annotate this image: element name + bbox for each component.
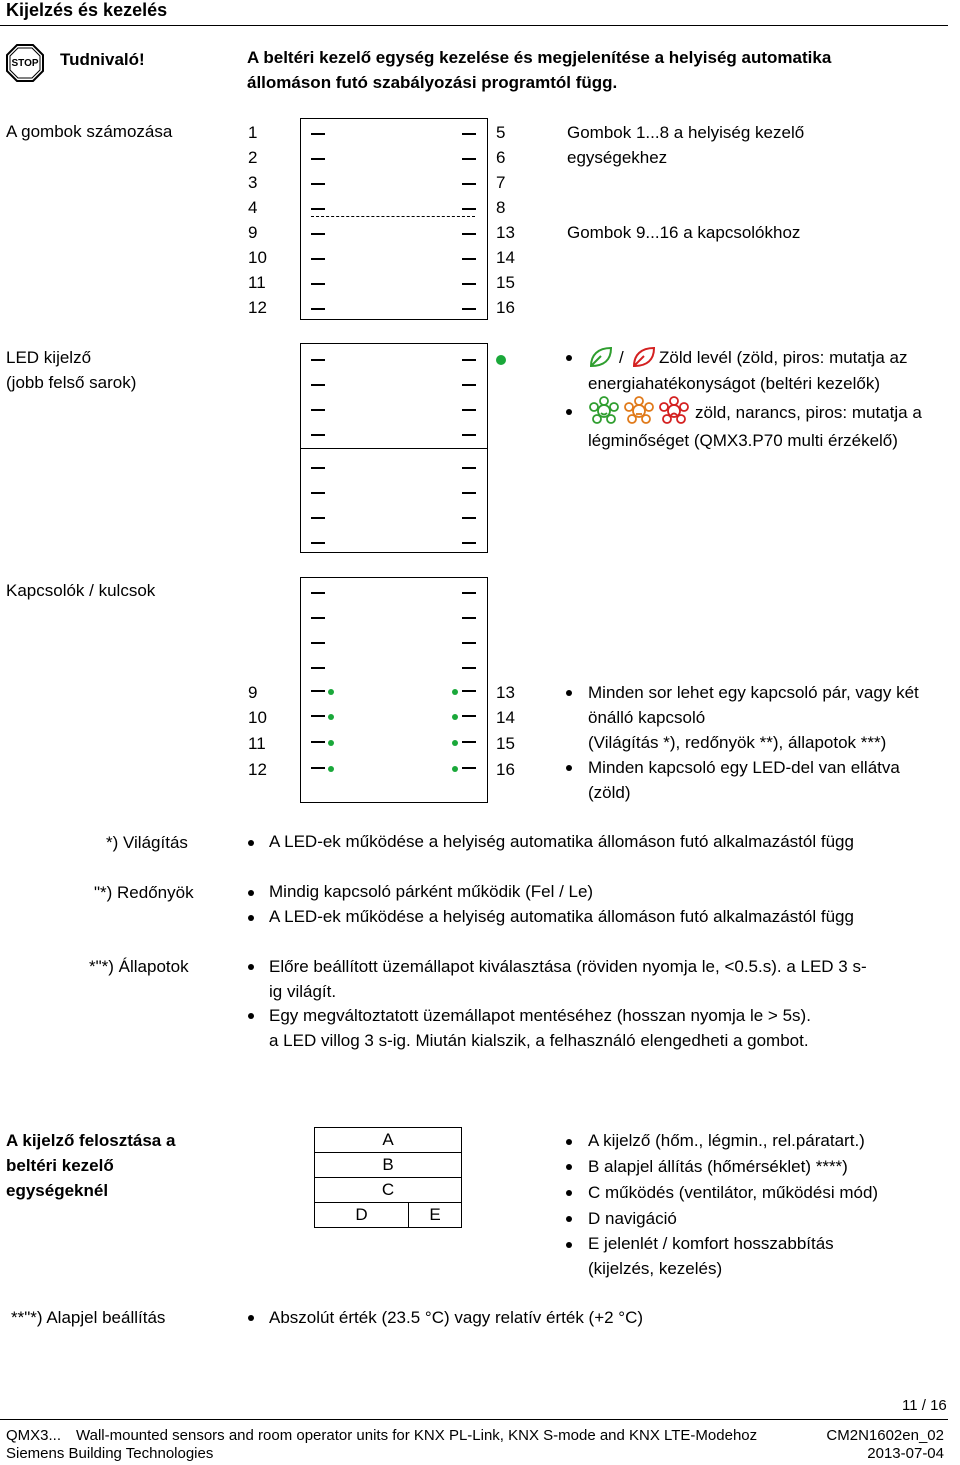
switches-bullet2-line1: Minden kapcsoló egy LED-del van ellátva — [588, 758, 900, 777]
bullet — [248, 964, 254, 970]
led-item2-line1: zöld, narancs, piros: mutatja a — [695, 403, 922, 422]
button-number: 15 — [496, 273, 515, 292]
red-flower-icon — [658, 395, 690, 427]
display-item-d: D navigáció — [588, 1209, 677, 1228]
header-divider — [0, 25, 948, 26]
button-number: 2 — [248, 148, 258, 167]
switch-number: 12 — [248, 760, 267, 779]
bullet — [566, 409, 572, 415]
display-item-c: C működés (ventilátor, működési mód) — [588, 1183, 879, 1202]
numbering-note1-line2: egységekhez — [567, 148, 668, 167]
led-item1-line1: Zöld levél (zöld, piros: mutatja az — [659, 348, 908, 367]
states-text1-line2: ig világít. — [269, 982, 337, 1001]
led-item2-line2: légminőséget (QMX3.P70 multi érzékelő) — [588, 431, 898, 450]
lighting-text: A LED-ek működése a helyiség automatika állomáson futó alkalmazástól függ — [269, 832, 854, 851]
bullet — [248, 840, 254, 846]
numbering-note1-line1: Gombok 1...8 a helyiség kezelő — [567, 123, 805, 142]
footer-product: QMX3... — [6, 1427, 62, 1444]
display-area-d: D — [315, 1203, 409, 1228]
bullet — [566, 1164, 572, 1170]
footer-description: Wall-mounted sensors and room operator units for KNX PL-Link, KNX S-mode and KNX LTE-Modehoz — [76, 1427, 758, 1444]
button-number: 7 — [496, 173, 506, 192]
display-layout-diagram — [314, 1127, 462, 1228]
led-heading-line1: LED kijelző — [6, 348, 92, 367]
green-leaf-icon — [588, 345, 614, 369]
bullet — [248, 915, 254, 921]
switch-number: 16 — [496, 760, 515, 779]
switch-number: 15 — [496, 734, 515, 753]
footer-doc-id: CM2N1602en_02 — [826, 1427, 944, 1444]
switch-number: 14 — [496, 708, 515, 727]
display-area-b: B — [315, 1153, 462, 1178]
button-number: 3 — [248, 173, 258, 192]
button-number: 11 — [248, 273, 266, 292]
stop-label: STOP — [11, 58, 39, 69]
switch-number: 13 — [496, 683, 515, 702]
numbering-heading: A gombok számozása — [6, 122, 173, 141]
display-area-e: E — [409, 1203, 462, 1228]
button-number: 16 — [496, 298, 515, 317]
display-item-e-line2: (kijelzés, kezelés) — [588, 1259, 723, 1278]
green-flower-icon — [588, 395, 620, 427]
bullet — [566, 765, 572, 771]
page-number: 11 / 16 — [902, 1397, 947, 1414]
states-text2-line1: Egy megváltoztatott üzemállapot mentéséhez (hosszan nyomja le > 5s). — [269, 1006, 811, 1025]
blinds-label: "*) Redőnyök — [94, 883, 194, 902]
led-indicator — [496, 355, 506, 365]
switches-bullet1-line2: önálló kapcsoló — [588, 708, 706, 727]
led-device-divider — [301, 448, 487, 449]
bullet — [248, 1315, 254, 1321]
led-item1-line2: energiahatékonyságot (beltéri kezelők) — [588, 374, 881, 393]
page-title: Kijelzés és kezelés — [6, 0, 168, 20]
display-item-a: A kijelző (hőm., légmin., rel.páratart.) — [588, 1131, 865, 1150]
button-number: 14 — [496, 248, 515, 267]
stop-sign-icon — [6, 44, 44, 82]
blinds-text2: A LED-ek működése a helyiség automatika állomáson futó alkalmazástól függ — [269, 907, 854, 926]
states-text1-line1: Előre beállított üzemállapot kiválasztása (röviden nyomja le, <0.5.s). a LED 3 s- — [269, 957, 867, 976]
red-leaf-icon — [631, 345, 657, 369]
bullet — [566, 355, 572, 361]
switches-bullet2-line2: (zöld) — [588, 783, 631, 802]
switches-heading: Kapcsolók / kulcsok — [6, 581, 156, 600]
display-item-b: B alapjel állítás (hőmérséklet) ****) — [588, 1157, 848, 1176]
display-item-e-line1: E jelenlét / komfort hosszabbítás — [588, 1234, 834, 1253]
bullet — [566, 1190, 572, 1196]
button-number: 10 — [248, 248, 267, 267]
footer-date: 2013-07-04 — [867, 1445, 944, 1462]
button-number: 4 — [248, 198, 258, 217]
display-heading-line1: A kijelző felosztása a — [6, 1131, 176, 1150]
bullet — [566, 1242, 572, 1248]
led-heading-line2: (jobb felső sarok) — [6, 373, 137, 392]
button-number: 12 — [248, 298, 267, 317]
button-number: 13 — [496, 223, 515, 242]
numbering-divider — [311, 216, 475, 217]
switch-number: 11 — [248, 734, 266, 753]
switch-number: 9 — [248, 683, 258, 702]
display-area-c: C — [315, 1178, 462, 1203]
button-number: 9 — [248, 223, 258, 242]
states-label: *"*) Állapotok — [89, 957, 189, 976]
bullet — [248, 890, 254, 896]
switches-bullet1-line1: Minden sor lehet egy kapcsoló pár, vagy két — [588, 683, 919, 702]
bullet — [566, 1216, 572, 1222]
switch-number: 10 — [248, 708, 267, 727]
lighting-label: *) Világítás — [106, 833, 188, 852]
display-heading-line2: beltéri kezelő — [6, 1156, 114, 1175]
notice-label: Tudnivaló! — [60, 50, 145, 69]
notice-text-line1: A beltéri kezelő egység kezelése és megjelenítése a helyiség automatika — [247, 48, 832, 67]
footer-company: Siemens Building Technologies — [6, 1445, 214, 1462]
display-area-a: A — [315, 1128, 462, 1153]
led-item1-separator: / — [619, 348, 624, 367]
button-number: 8 — [496, 198, 506, 217]
blinds-text1: Mindig kapcsoló párként működik (Fel / Le) — [269, 882, 594, 901]
notice-text-line2: állomáson futó szabályozási programtól függ. — [247, 73, 618, 92]
button-number: 5 — [496, 123, 506, 142]
setpoint-text: Abszolút érték (23.5 °C) vagy relatív érték (+2 °C) — [269, 1308, 644, 1327]
numbering-device-outline — [300, 118, 488, 320]
setpoint-label: **"*) Alapjel beállítás — [11, 1308, 166, 1327]
button-number: 1 — [248, 123, 258, 142]
display-heading-line3: egységeknél — [6, 1181, 109, 1200]
orange-flower-icon — [623, 395, 655, 427]
bullet — [248, 1013, 254, 1019]
bullet — [566, 690, 572, 696]
numbering-note2: Gombok 9...16 a kapcsolókhoz — [567, 223, 801, 242]
footer-divider — [0, 1419, 948, 1420]
button-number: 6 — [496, 148, 506, 167]
bullet — [566, 1139, 572, 1145]
states-text2-line2: a LED villog 3 s-ig. Miután kialszik, a felhasználó elengedheti a gombot. — [269, 1031, 809, 1050]
switches-bullet1-line3: (Világítás *), redőnyök **), állapotok ***) — [588, 733, 887, 752]
